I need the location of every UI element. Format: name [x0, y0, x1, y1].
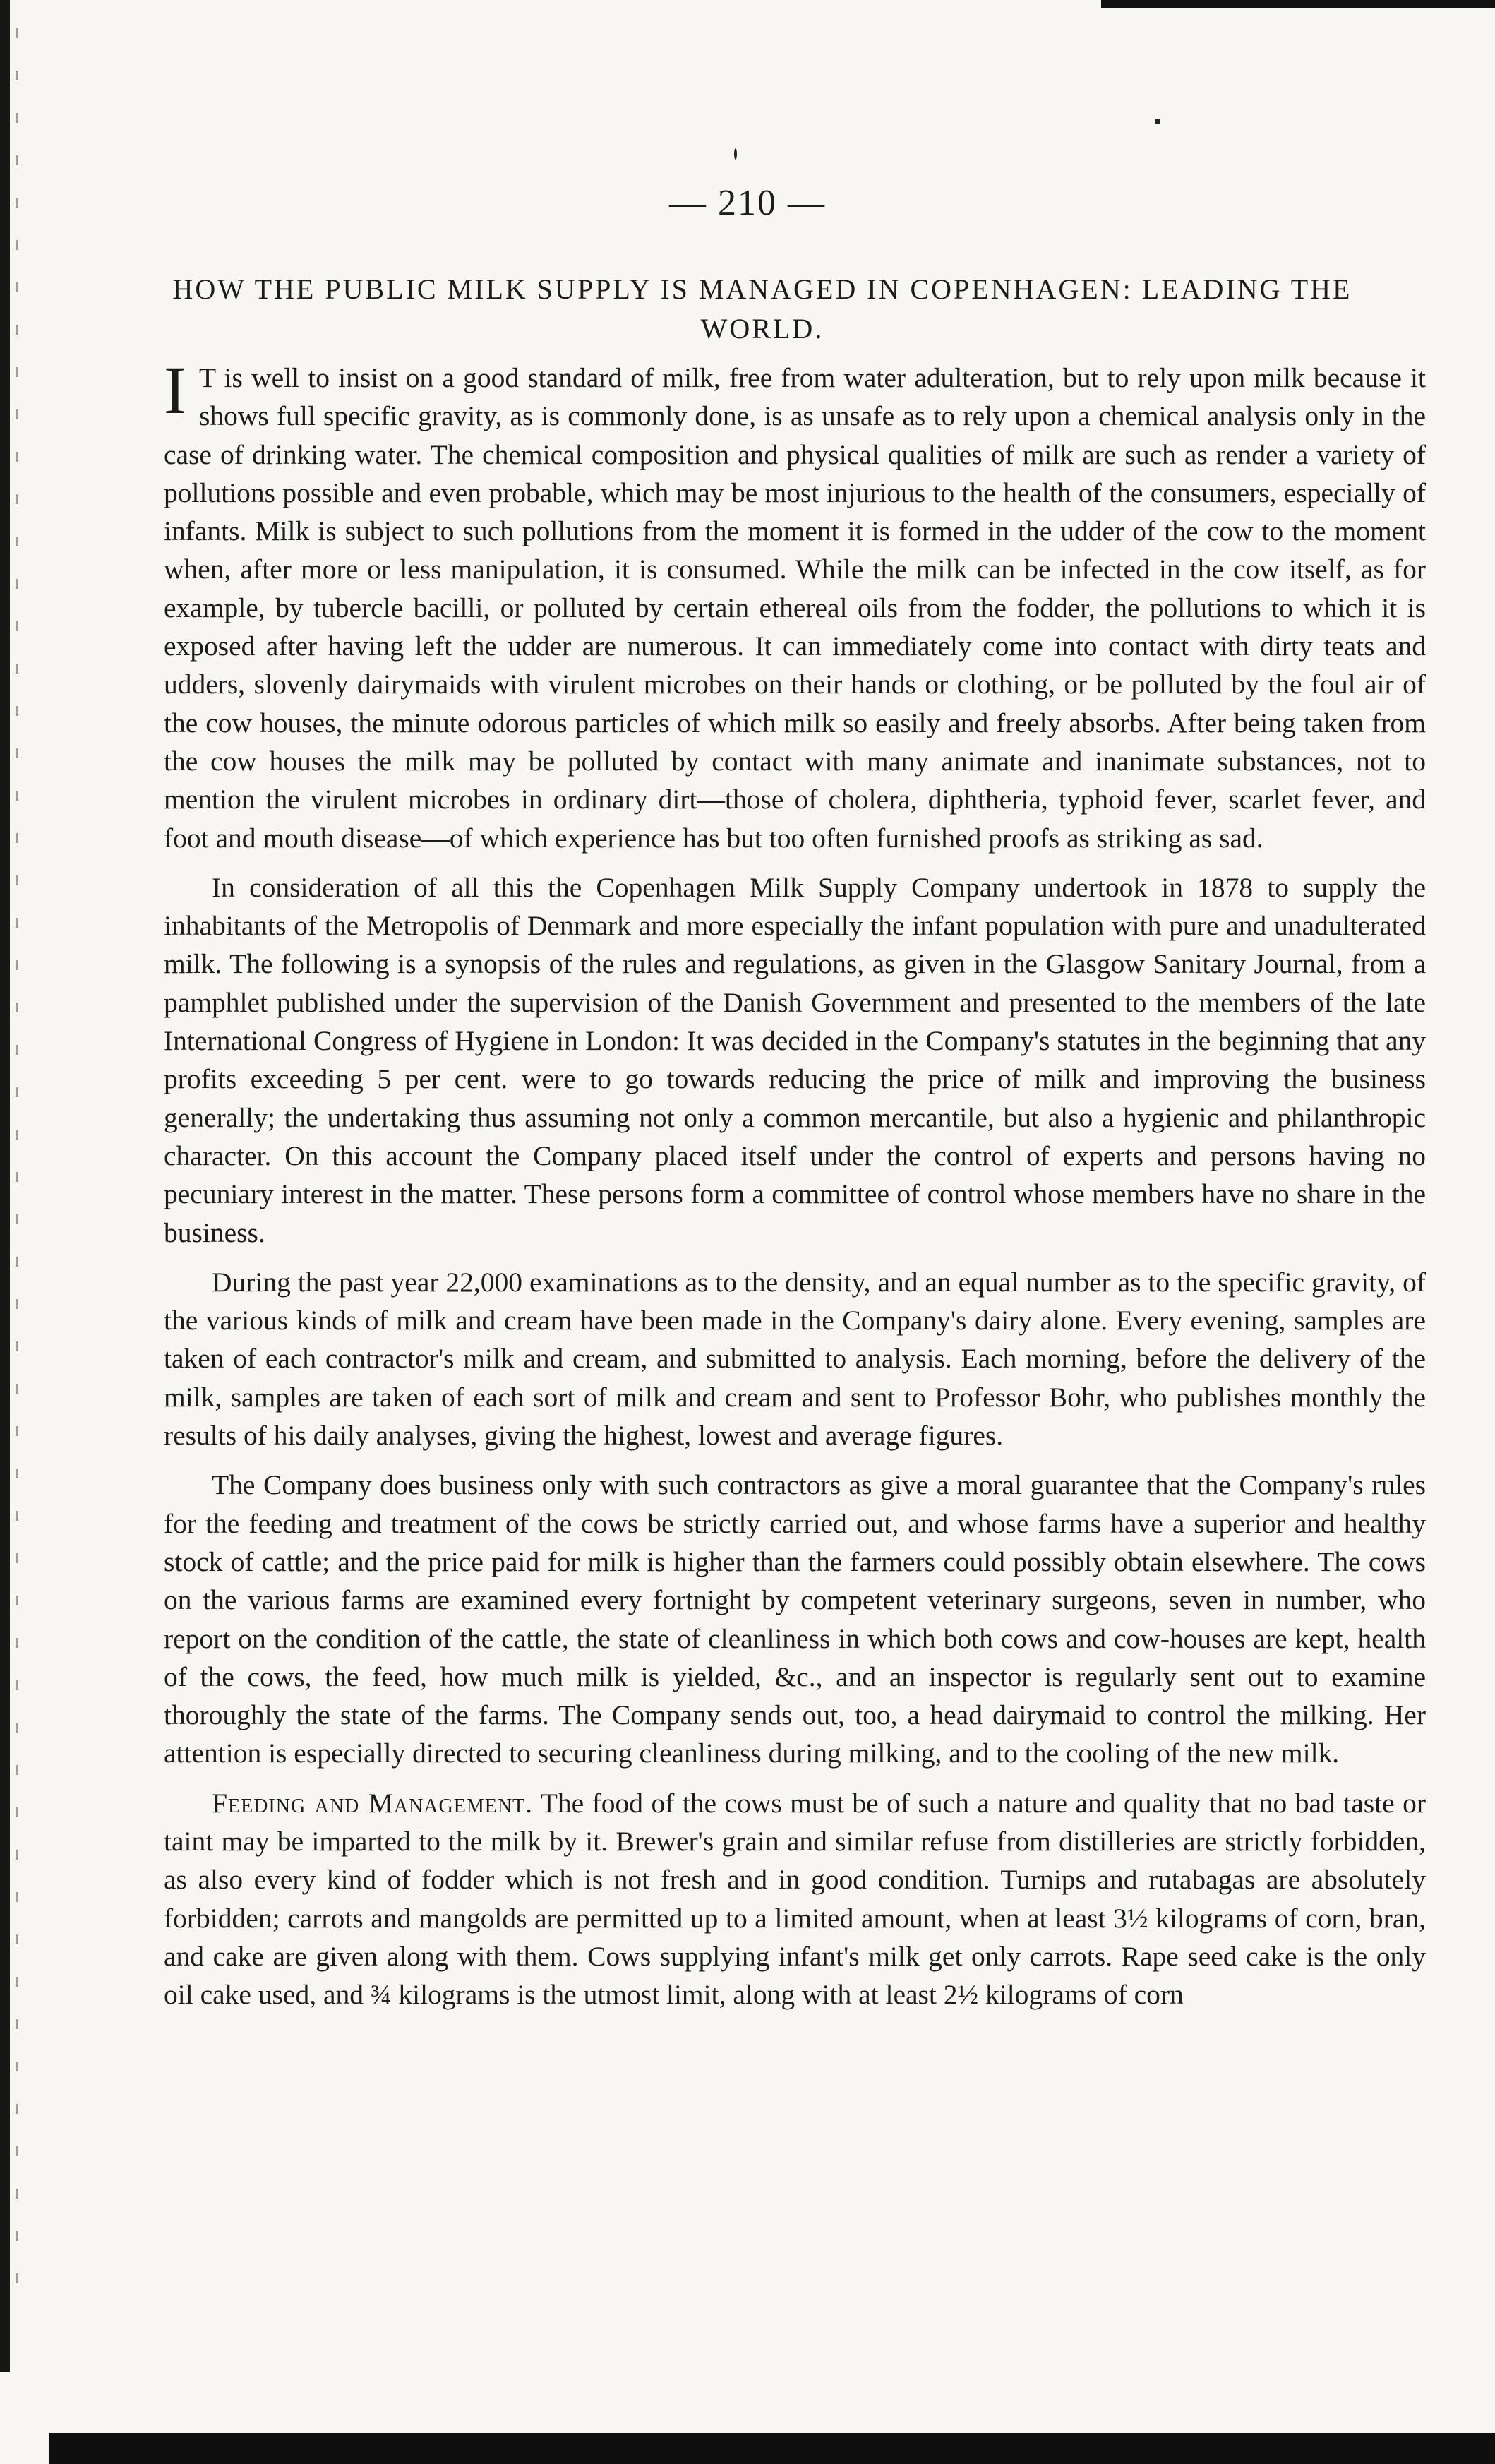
bottom-border-bar: [49, 2433, 1495, 2464]
scan-speck: [734, 148, 737, 160]
paragraph-text: During the past year 22,000 examinations as to the density, and an equal number as to the specific gravity, of the various kinds of milk and cream have been made in the Company's dairy alone. Every evening, samples are taken of each contractor's milk and cream, and submitted to analysis. Each morning, before the delivery of the milk, samples are taken of each sort of milk and cream and sent to Professor Bohr, who publishes monthly the results of his daily analyses, giving the highest, lowest and average figures.: [164, 1266, 1426, 1452]
article-title: HOW THE PUBLIC MILK SUPPLY IS MANAGED IN COPENHAGEN: LEADING THE WORLD.: [172, 273, 1352, 345]
paragraph-text: The Company does business only with such contractors as give a moral guarantee that the Company's rules for the feeding and treatment of the cows be strictly carried out, and whose farms have a superior and healthy stock of cattle; and the price paid for milk is higher than the farmers could possibly obtain elsewhere. The cows on the various farms are examined every fortnight by competent veterinary surgeons, seven in number, who report on the condition of the cattle, the state of cleanliness in which both cows and cow-houses are kept, health of the cows, the feed, how much milk is yielded, &c., and an inspector is regularly sent out to examine thoroughly the state of the farms. The Company sends out, too, a head dairymaid to control the milking. Her attention is especially directed to securing cleanliness during milking, and to the cooling of the new milk.: [164, 1469, 1426, 1769]
drop-cap: I: [164, 352, 186, 428]
paragraph: [164, 1466, 1426, 1772]
paragraph-text: The food of the cows must be of such a nature and quality that no bad taste or taint may be imparted to the milk by it. Brewer's grain and similar refuse from distilleries are strictly forbidden, as also every kind of fodder which is not fresh and in good condition. Turnips and rutabagas are absolutely forbidden; carrots and mangolds are permitted up to a limited amount, when at least 3½ kilograms of corn, bran, and cake are given along with them. Cows supplying infant's milk get only carrots. Rape seed cake is the only oil cake used, and ¾ kilograms is the utmost limit, along with at least 2½ kilograms of corn: [164, 1787, 1426, 2011]
scan-left-edge: [0, 0, 10, 2372]
article-body: [164, 352, 1426, 2014]
paragraph: [164, 352, 1426, 857]
paragraph: [164, 1784, 1426, 2014]
paragraph: [164, 1263, 1426, 1454]
paragraph-text: In consideration of all this the Copenhagen Milk Supply Company undertook in 1878 to supply the inhabitants of the Metropolis of Denmark and more especially the infant population with pure and unadulterated milk. The following is a synopsis of the rules and regulations, as given in the Glasgow Sanitary Journal, from a pamphlet published under the supervision of the Danish Government and presented to the members of the late International Congress of Hygiene in London: It was decided in the Company's statutes in the beginning that any profits exceeding 5 per cent. were to go towards reducing the price of milk and improving the business generally; the undertaking thus assuming not only a common mercantile, but also a hygienic and philanthropic character. On this account the Company placed itself under the control of experts and persons having no pecuniary interest in the matter. These persons form a committee of control whose members have no share in the business.: [164, 871, 1426, 1248]
section-heading: Feeding and Management.: [212, 1787, 534, 1819]
page-number: — 210 —: [669, 183, 826, 223]
paragraph: [164, 868, 1426, 1252]
scan-binding-marks: [16, 28, 18, 2287]
scan-speck: [1155, 119, 1160, 124]
paragraph-text: T is well to insist on a good standard of milk, free from water adulteration, but to rely upon milk because it shows full specific gravity, as is commonly done, is as unsafe as to rely upon a chemical analysis only in the case of drinking water. The chemical composition and physical qualities of milk are such as render a variety of pollutions possible and even probable, which may be most injurious to the health of the consumers, especially of infants. Milk is subject to such pollutions from the moment it is formed in the udder of the cow to the moment when, after more or less manipulation, it is consumed. While the milk can be infected in the cow itself, as for example, by tubercle bacilli, or polluted by certain ethereal oils from the fodder, the pollutions to which it is exposed after having left the udder are numerous. It can immediately come into contact with dirty teats and udders, slovenly dairymaids with virulent microbes on their hands or clothing, or be polluted by the foul air of the cow houses, the minute odorous particles of which milk so easily and freely absorbs. After being taken from the cow houses the milk may be polluted by contact with many animate and inanimate substances, not to mention the virulent microbes in ordinary dirt—those of cholera, diphtheria, typhoid fever, scarlet fever, and foot and mouth disease—of which experience has but too often furnished proofs as striking as sad.: [164, 362, 1426, 854]
top-border-rule: [1101, 0, 1495, 8]
